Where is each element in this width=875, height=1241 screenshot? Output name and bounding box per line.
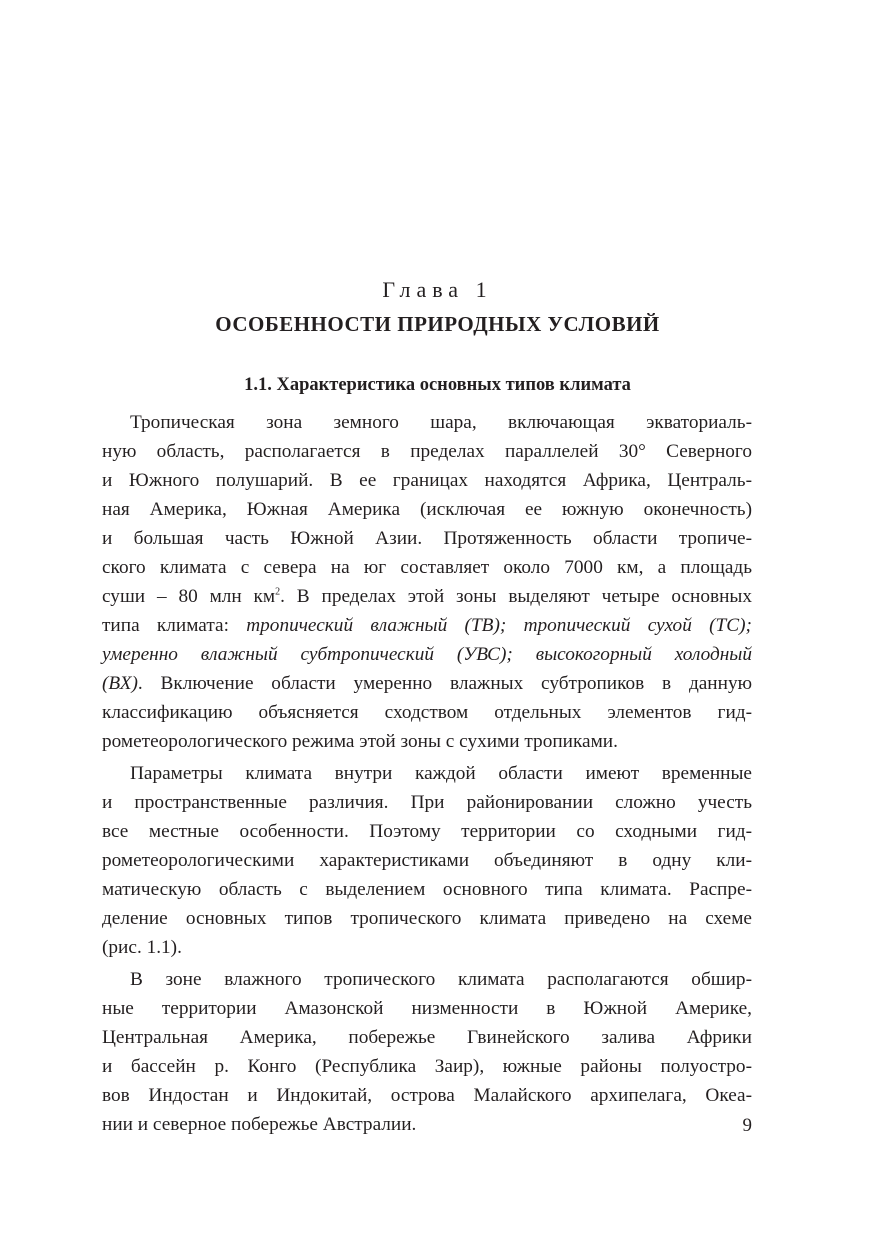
text-line: Тропическая зона земного шара, включающая экваториаль- bbox=[130, 412, 752, 433]
text-line: и пространственные различия. При районировании сложно учесть bbox=[102, 792, 752, 813]
text-line: ная Америка, Южная Америка (исключая ее южную оконечность) bbox=[102, 499, 752, 520]
text-line: все местные особенности. Поэтому территории со сходными гид- bbox=[102, 821, 752, 842]
text-line: матическую область с выделением основного типа климата. Распре- bbox=[102, 879, 752, 900]
text-run: типа климата: bbox=[102, 615, 247, 636]
text-line bbox=[102, 640, 752, 669]
italic-run: тропический влажный (ТВ); тропический сухой (ТС); bbox=[246, 615, 752, 636]
text-run: . В пределах этой зоны выделяют четыре основных bbox=[280, 586, 753, 607]
superscript: 2 bbox=[275, 586, 281, 598]
paragraph-2 bbox=[102, 759, 752, 962]
text-line: вов Индостан и Индокитай, острова Малайского архипелага, Океа- bbox=[102, 1085, 752, 1106]
paragraph-3 bbox=[102, 965, 752, 1139]
text-line: рометеорологического режима этой зоны с сухими тропиками. bbox=[102, 731, 618, 752]
body-text bbox=[102, 408, 752, 1142]
chapter-title: ОСОБЕННОСТИ ПРИРОДНЫХ УСЛОВИЙ bbox=[215, 312, 660, 336]
text-line: Параметры климата внутри каждой области имеют временные bbox=[130, 763, 752, 784]
text-line: классификацию объясняется сходством отдельных элементов гид- bbox=[102, 702, 752, 723]
text-line: рометеорологическими характеристиками объединяют в одну кли- bbox=[102, 850, 752, 871]
text-line bbox=[102, 582, 752, 611]
text-line: ные территории Амазонской низменности в Южной Америке, bbox=[102, 998, 752, 1019]
section-title: 1.1. Характеристика основных типов климата bbox=[244, 375, 631, 395]
chapter-label: Глава 1 bbox=[382, 277, 493, 302]
text-line: и Южного полушарий. В ее границах находятся Африка, Централь- bbox=[102, 470, 752, 491]
page-number: 9 bbox=[742, 1115, 752, 1136]
text-run: . Включение области умеренно влажных субтропиков в данную bbox=[137, 673, 752, 694]
text-line: Центральная Америка, побережье Гвинейского залива Африки bbox=[102, 1027, 752, 1048]
text-line bbox=[102, 669, 752, 698]
text-line: (рис. 1.1). bbox=[102, 937, 182, 958]
paragraph-1 bbox=[102, 408, 752, 756]
text-line: В зоне влажного тропического климата располагаются обшир- bbox=[130, 969, 752, 990]
italic-run: умеренно влажный субтропический (УВС); высокогорный холодный bbox=[102, 644, 752, 665]
text-line: нии и северное побережье Австралии. bbox=[102, 1114, 417, 1135]
text-line: и бассейн р. Конго (Республика Заир), южные районы полуостро- bbox=[102, 1056, 752, 1077]
text-run: суши – 80 млн км bbox=[102, 586, 276, 607]
text-line: и большая часть Южной Азии. Протяженность области тропиче- bbox=[102, 528, 752, 549]
text-line: ского климата с севера на юг составляет около 7000 км, а площадь bbox=[102, 557, 752, 578]
text-line bbox=[102, 611, 752, 640]
italic-run: (ВХ) bbox=[102, 673, 138, 694]
text-line: ную область, располагается в пределах параллелей 30° Северного bbox=[102, 441, 752, 462]
text-line: деление основных типов тропического климата приведено на схеме bbox=[102, 908, 752, 929]
